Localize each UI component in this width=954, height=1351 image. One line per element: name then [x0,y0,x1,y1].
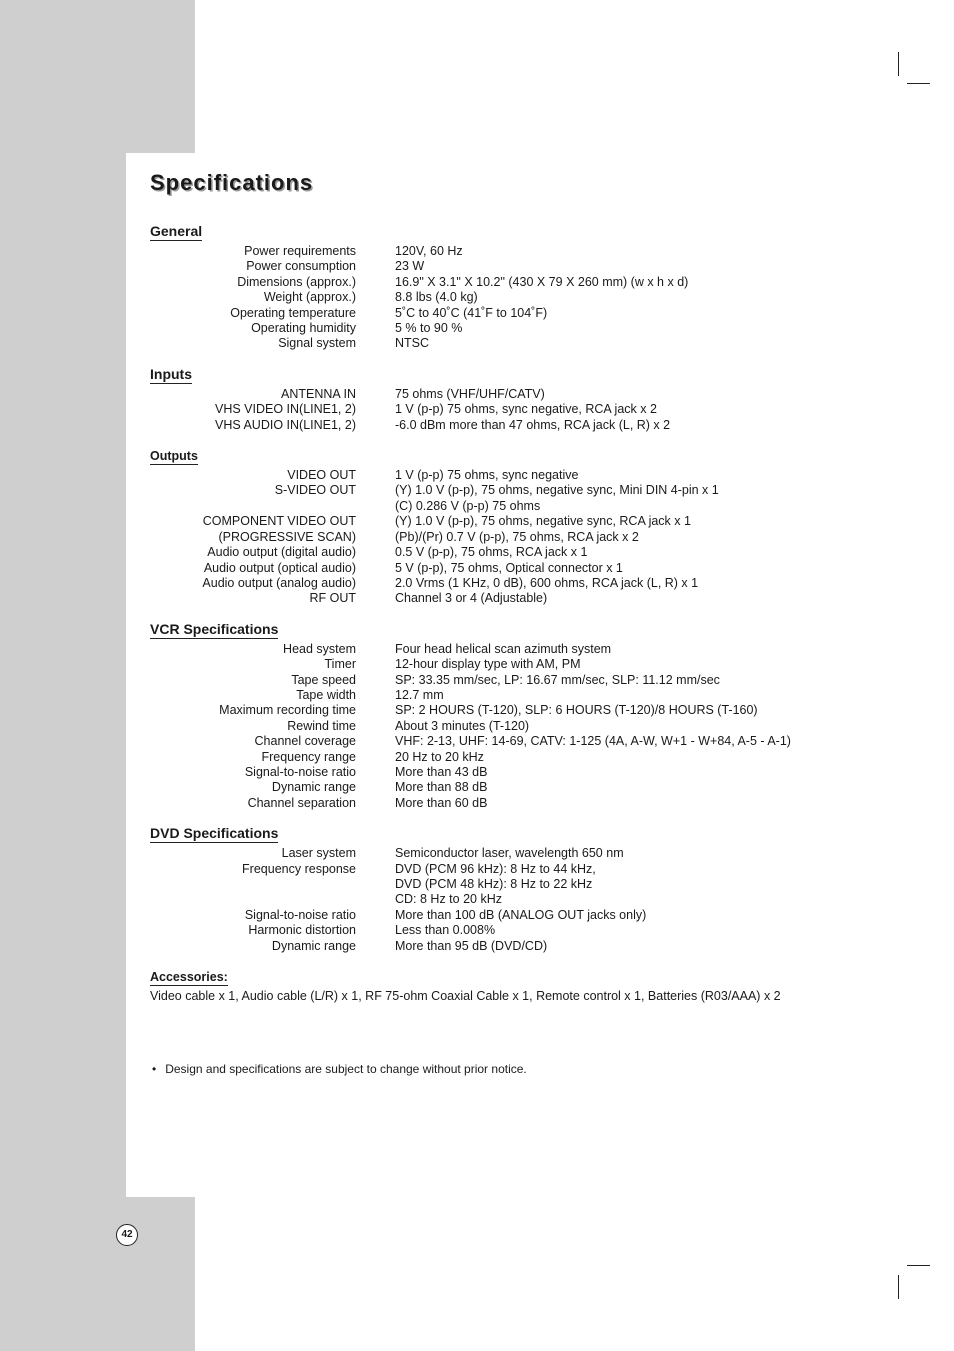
spec-label: ANTENNA IN [280,386,356,401]
spec-label: Operating humidity [251,321,356,336]
spec-value: Less than 0.008% [395,923,496,938]
spec-value: -6.0 dBm more than 47 ohms, RCA jack (L, R) x 2 [395,417,671,432]
spec-label: Dynamic range [271,938,356,953]
crop-mark-bottom-vertical [898,1275,899,1299]
spec-value: SP: 33.35 mm/sec, LP: 16.67 mm/sec, SLP: 11.12 mm/sec [395,672,720,687]
spec-label: Signal system [278,336,356,351]
spec-row [150,418,850,433]
spec-content [150,223,850,1018]
spec-label: Operating temperature [230,305,356,320]
spec-label: Dynamic range [271,780,356,795]
spec-value: 120V, 60 Hz [395,244,463,258]
spec-label: Tape speed [291,672,356,687]
crop-mark-bottom-horizontal [907,1265,930,1266]
spec-label [150,877,356,892]
spec-value: (Y) 1.0 V (p-p), 75 ohms, negative sync, Mini DIN 4-pin x 1 [395,483,719,498]
spec-row [150,657,850,672]
spec-value: More than 88 dB [395,780,488,795]
spec-value: More than 43 dB [395,764,488,779]
spec-label: Maximum recording time [219,703,356,718]
spec-label: Audio output (optical audio) [203,560,356,575]
spec-row [150,939,850,954]
spec-row [150,673,850,688]
spec-label: COMPONENT VIDEO OUT [202,514,356,529]
spec-value: Channel 3 or 4 (Adjustable) [395,591,548,606]
spec-value: 75 ohms (VHF/UHF/CATV) [395,386,545,401]
spec-row [150,275,850,290]
spec-label: Channel separation [247,795,356,810]
spec-label: Rewind time [287,718,356,733]
spec-row [150,780,850,795]
spec-row [150,703,850,718]
spec-value: More than 100 dB (ANALOG OUT jacks only) [395,907,647,922]
page-margin-band [0,0,126,1351]
spec-row [150,796,850,811]
crop-mark-top-horizontal [907,83,930,84]
spec-label: Audio output (digital audio) [207,545,356,560]
spec-row [150,402,850,417]
spec-value: (Y) 1.0 V (p-p), 75 ohms, negative sync, RCA jack x 1 [395,514,691,529]
spec-value: 16.9" X 3.1" X 10.2" (430 X 79 X 260 mm) (w x h x d) [395,274,689,289]
spec-label: Signal-to-noise ratio [244,764,356,779]
section-heading: Inputs [150,365,192,382]
spec-value: 0.5 V (p-p), 75 ohms, RCA jack x 1 [395,545,588,560]
spec-value: 5 % to 90 % [395,321,463,336]
spec-row [150,244,850,259]
vcr-specifications-section [150,621,850,811]
spec-label: Dimensions (approx.) [237,274,356,289]
spec-value: 5 V (p-p), 75 ohms, Optical connector x 1 [395,560,623,575]
spec-value: 12.7 mm [395,687,444,702]
spec-row [150,642,850,657]
spec-value: More than 60 dB [395,795,488,810]
spec-value: (C) 0.286 V (p-p) 75 ohms [395,498,541,513]
spec-value: VHF: 2-13, UHF: 14-69, CATV: 1-125 (4A, A-W, W+1 - W+84, A-5 - A-1) [395,734,791,749]
spec-value: 23 W [395,259,425,274]
spec-row [150,688,850,703]
spec-row [150,336,850,351]
spec-value: About 3 minutes (T-120) [395,718,530,733]
spec-label: VHS AUDIO IN(LINE1, 2) [214,417,356,432]
spec-value: SP: 2 HOURS (T-120), SLP: 6 HOURS (T-120)/8 HOURS (T-160) [395,703,758,718]
spec-label: S-VIDEO OUT [274,483,356,498]
spec-label: RF OUT [309,591,356,606]
page-bottom-tab [0,1197,195,1351]
spec-label: Laser system [281,846,356,861]
spec-label: Channel coverage [254,734,356,749]
general-section [150,223,850,352]
spec-value: 20 Hz to 20 kHz [395,749,484,764]
spec-row [150,846,850,861]
spec-value: DVD (PCM 48 kHz): 8 Hz to 22 kHz [395,877,593,891]
spec-row [150,591,850,606]
bullet-icon: • [152,1062,157,1076]
spec-row [150,734,850,749]
section-heading: VCR Specifications [150,620,279,637]
spec-value: 12-hour display type with AM, PM [395,657,581,672]
spec-label [150,892,356,907]
spec-value: 8.8 lbs (4.0 kg) [395,290,478,305]
spec-row [150,576,850,591]
spec-value: (Pb)/(Pr) 0.7 V (p-p), 75 ohms, RCA jack x 2 [395,529,639,544]
spec-row [150,514,850,529]
spec-label: VIDEO OUT [287,468,356,483]
accessories-text: Video cable x 1, Audio cable (L/R) x 1, RF 75-ohm Coaxial Cable x 1, Remote control x 1, Batteries (R03/AAA) x 2 [150,989,781,1004]
spec-value: More than 95 dB (DVD/CD) [395,938,548,953]
spec-row [150,468,850,483]
page-title: Specifications [150,170,314,195]
spec-label: (PROGRESSIVE SCAN) [218,529,356,544]
spec-row [150,862,850,877]
spec-value: 5˚C to 40˚C (41˚F to 104˚F) [395,305,548,320]
spec-row [150,530,850,545]
spec-label: VHS VIDEO IN(LINE1, 2) [214,402,356,417]
spec-row [150,499,850,514]
spec-row [150,719,850,734]
page-top-tab [0,0,195,153]
spec-value: NTSC [395,336,430,351]
spec-label: Frequency range [261,749,356,764]
spec-label: Harmonic distortion [248,923,356,938]
spec-row [150,387,850,402]
spec-label: Weight (approx.) [263,290,356,305]
spec-row [150,290,850,305]
crop-mark-top-vertical [898,52,899,76]
spec-label [150,499,356,514]
spec-row [150,545,850,560]
spec-row [150,892,850,907]
spec-label: Power consumption [246,259,356,274]
spec-row [150,306,850,321]
spec-label: Tape width [296,687,356,702]
spec-value: 1 V (p-p) 75 ohms, sync negative, RCA jack x 2 [395,402,657,417]
spec-label: Timer [324,657,356,672]
spec-row [150,923,850,938]
section-heading: General [150,223,203,239]
spec-row [150,259,850,274]
inputs-section [150,366,850,433]
spec-label: Frequency response [242,861,356,876]
accessories-section [150,968,850,1004]
spec-label: Signal-to-noise ratio [244,907,356,922]
spec-row [150,877,850,892]
spec-row [150,750,850,765]
outputs-section [150,447,850,607]
spec-row [150,908,850,923]
spec-label: Audio output (analog audio) [202,575,356,590]
spec-value: 2.0 Vrms (1 KHz, 0 dB), 600 ohms, RCA jack (L, R) x 1 [395,575,699,590]
spec-row [150,321,850,336]
section-heading: DVD Specifications [150,825,279,842]
spec-label: Head system [283,641,356,656]
spec-value: Semiconductor laser, wavelength 650 nm [395,846,624,861]
page-number: 42 [116,1224,138,1246]
accessories-heading: Accessories: [150,970,228,985]
dvd-specifications-section [150,825,850,954]
spec-label: Power requirements [244,244,356,258]
disclaimer-text: Design and specifications are subject to change without prior notice. [165,1062,527,1076]
spec-value: CD: 8 Hz to 20 kHz [395,892,502,907]
section-heading: Outputs [150,449,198,464]
disclaimer-note [152,1062,527,1076]
spec-row [150,561,850,576]
spec-value: DVD (PCM 96 kHz): 8 Hz to 44 kHz, [395,861,596,876]
spec-value: 1 V (p-p) 75 ohms, sync negative [395,468,579,483]
spec-row [150,765,850,780]
spec-row [150,483,850,498]
spec-value: Four head helical scan azimuth system [395,641,612,656]
